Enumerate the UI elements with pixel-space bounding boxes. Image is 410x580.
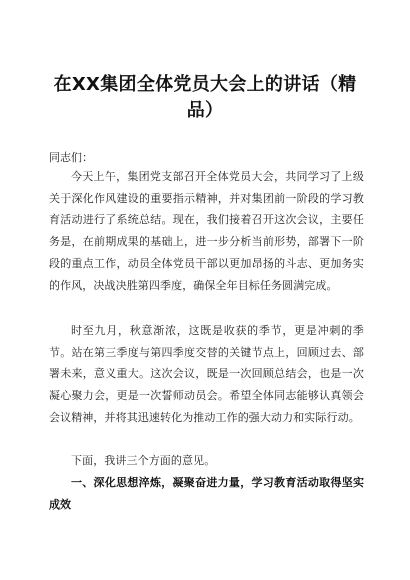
document-title: 在XX集团全体党员大会上的讲话（精品） [53, 74, 357, 121]
paragraph-context: 时至九月，秋意渐浓，这既是收获的季节，更是冲刺的季节。站在第三季度与第四季度交替的关键节点上，回顾过去、部署未来，意义重大。这次会议，既是一次回顾总结会，也是一次凝心聚力会，更是一次誓师动员会。希望全体同志能够认真领会会议精神，并将其迅速转化为推动工作的强大动力和实际行动。 [49, 324, 364, 424]
paragraph-transition: 下面，我讲三个方面的意见。 [71, 454, 216, 467]
paragraph-opening: 今天上午，集团党支部召开全体党员大会，共同学习了上级关于深化作风建设的重要指示精神，并对集团前一阶段的学习教育活动进行了系统总结。现在，我们接着召开这次会议，主要任务是，在前期成果的基础上，进一步分析当前形势，部署下一阶段的重点工作，动员全体党员干部以更加昂扬的斗志、更加务实的作风，决战决胜第四季度，确保全年目标任务圆满完成。 [49, 170, 364, 292]
salutation: 同志们： [49, 151, 93, 164]
section-heading-one: 一、深化思想淬炼，凝聚奋进力量，学习教育活动取得坚实成效 [49, 476, 364, 511]
